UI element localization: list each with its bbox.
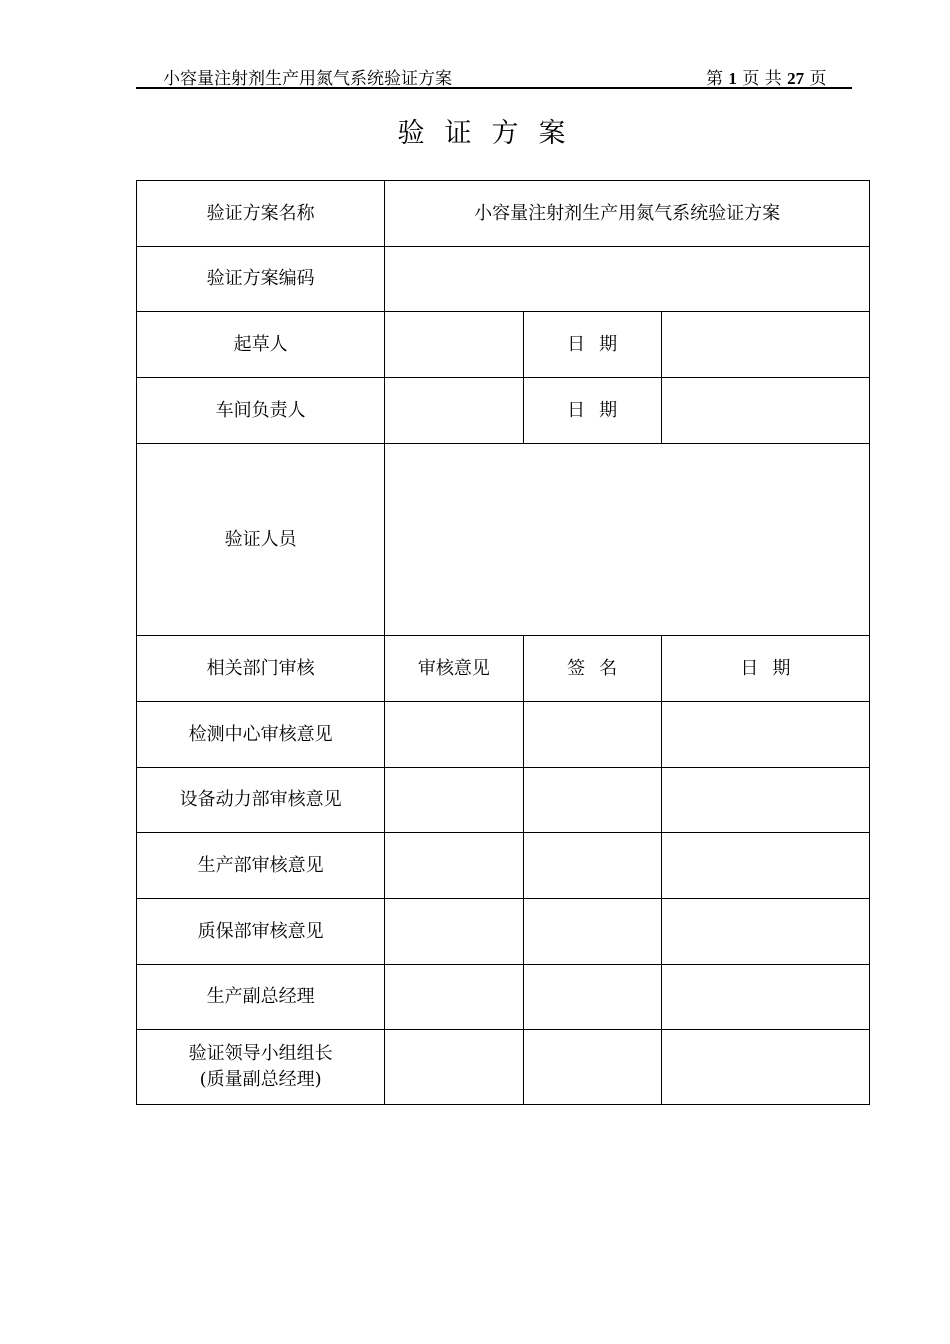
validation-staff-label: 验证人员 [137,444,385,636]
review-row-qa [137,899,870,965]
review-dept-line1: 验证领导小组组长 [188,1043,333,1064]
review-signature-cell[interactable] [523,833,661,899]
drafter-value[interactable] [385,312,523,378]
review-row-equipment-power [137,768,870,833]
page-title: 验证方案 [397,118,586,149]
drafter-date-label: 日期 [523,312,661,378]
review-date-cell[interactable] [661,833,869,899]
row-validation-staff [137,444,870,636]
review-header-dept: 相关部门审核 [137,636,385,702]
workshop-date-value[interactable] [661,378,869,444]
review-opinion-cell[interactable] [385,768,523,833]
drafter-label: 起草人 [137,312,385,378]
review-signature-cell[interactable] [523,1030,661,1105]
header-rule [136,87,852,89]
review-opinion-cell[interactable] [385,899,523,965]
row-drafter [137,312,870,378]
review-dept-label: 检测中心审核意见 [137,702,385,768]
review-header-date: 日期 [661,636,869,702]
review-dept-label: 设备动力部审核意见 [137,768,385,833]
review-signature-cell[interactable] [523,899,661,965]
validation-form-table [136,180,870,1105]
protocol-name-label: 验证方案名称 [137,181,385,247]
row-protocol-name [137,181,870,247]
validation-staff-value[interactable] [385,444,870,636]
protocol-name-value[interactable]: 小容量注射剂生产用氮气系统验证方案 [385,181,870,247]
protocol-code-value[interactable] [385,247,870,312]
page-suffix: 页 [809,69,827,89]
row-workshop-head [137,378,870,444]
header-document-title: 小容量注射剂生产用氮气系统验证方案 [163,69,452,89]
review-signature-cell[interactable] [523,768,661,833]
review-opinion-cell[interactable] [385,965,523,1030]
page-mid: 页 共 [742,69,782,89]
review-signature-cell[interactable] [523,702,661,768]
review-header-opinion: 审核意见 [385,636,523,702]
page-total: 27 [787,69,805,88]
drafter-date-value[interactable] [661,312,869,378]
workshop-date-label: 日期 [523,378,661,444]
review-opinion-cell[interactable] [385,702,523,768]
review-date-cell[interactable] [661,1030,869,1105]
review-dept-label: 质保部审核意见 [137,899,385,965]
review-date-cell[interactable] [661,702,869,768]
page-current: 1 [728,69,737,88]
review-date-cell[interactable] [661,768,869,833]
row-protocol-code [137,247,870,312]
workshop-head-value[interactable] [385,378,523,444]
review-row-production [137,833,870,899]
protocol-code-label: 验证方案编码 [137,247,385,312]
review-dept-label [137,1030,385,1105]
review-dept-label: 生产副总经理 [137,965,385,1030]
review-opinion-cell[interactable] [385,833,523,899]
review-dept-label: 生产部审核意见 [137,833,385,899]
review-dept-line2: (质量副总经理) [199,1069,322,1090]
review-signature-cell[interactable] [523,965,661,1030]
page-prefix: 第 [706,69,723,89]
review-opinion-cell[interactable] [385,1030,523,1105]
review-header-row [137,636,870,702]
review-date-cell[interactable] [661,899,869,965]
review-row-testing-center [137,702,870,768]
review-header-signature: 签名 [523,636,661,702]
workshop-head-label: 车间负责人 [137,378,385,444]
review-row-validation-leader [137,1030,870,1105]
review-row-production-vp [137,965,870,1030]
review-date-cell[interactable] [661,965,869,1030]
